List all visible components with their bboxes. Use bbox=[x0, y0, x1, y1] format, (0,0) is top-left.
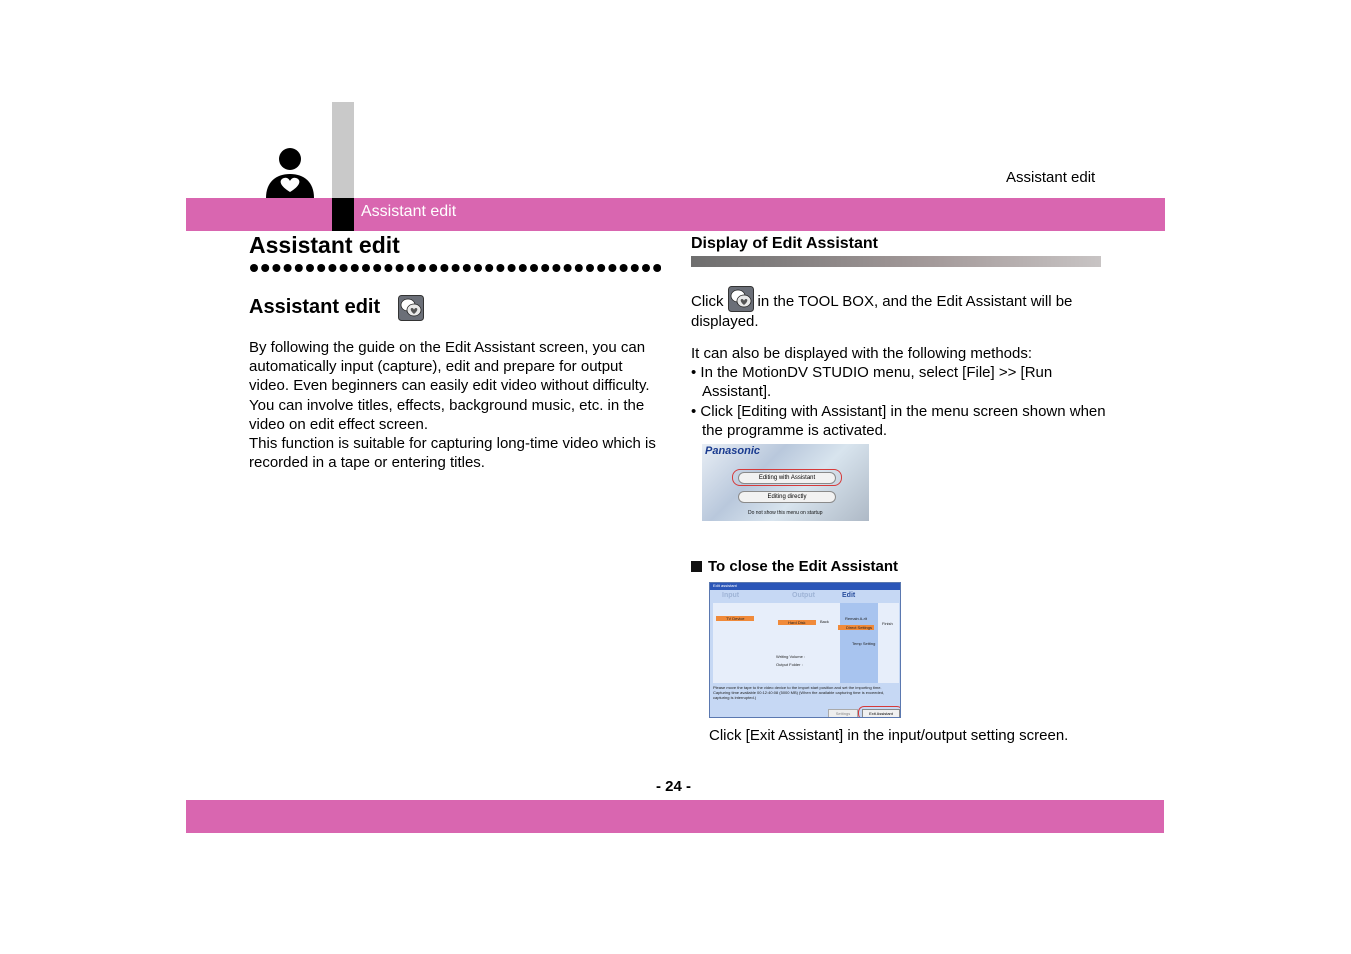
divider-dot bbox=[642, 264, 650, 272]
display-section-title: Display of Edit Assistant bbox=[691, 235, 878, 252]
divider-dot bbox=[317, 264, 325, 272]
divider-dot bbox=[575, 264, 583, 272]
writing-volume-label: Writing Volume : bbox=[776, 654, 806, 659]
dotted-divider bbox=[249, 262, 661, 274]
footer-band bbox=[186, 800, 1164, 833]
divider-dot bbox=[373, 264, 381, 272]
divider-dot bbox=[530, 264, 538, 272]
method-item: • In the MotionDV STUDIO menu, select [File] >> [Run Assistant]. bbox=[691, 364, 1053, 401]
back-label: Back bbox=[820, 619, 829, 624]
header-marker bbox=[332, 198, 354, 231]
divider-dot bbox=[351, 264, 359, 272]
hard-disk-label: Hard Disk bbox=[788, 620, 806, 625]
divider-dot bbox=[272, 264, 280, 272]
methods-intro: It can also be displayed with the following methods: bbox=[691, 345, 1033, 362]
divider-dot bbox=[407, 264, 415, 272]
exit-assistant-button: Exit Assistant bbox=[862, 709, 900, 718]
divider-dot bbox=[519, 264, 527, 272]
click-after-text: in the TOOL BOX, and the Edit Assistant will be displayed. bbox=[691, 293, 1073, 330]
divider-dot bbox=[396, 264, 404, 272]
person-with-heart-icon bbox=[264, 146, 316, 198]
divider-dot bbox=[631, 264, 639, 272]
highlight-oval bbox=[732, 469, 842, 486]
running-head: Assistant edit bbox=[1006, 169, 1096, 186]
divider-dot bbox=[328, 264, 336, 272]
divider-dot bbox=[552, 264, 560, 272]
divider-dot bbox=[653, 264, 661, 272]
divider-dot bbox=[620, 264, 628, 272]
divider-dot bbox=[284, 264, 292, 272]
intro-paragraph: This function is suitable for capturing long-time video which is recorded in a tape or entering titles. bbox=[249, 435, 656, 472]
tab-output: Output bbox=[792, 592, 815, 599]
status-message: Please move the tape to the video device to the import start position and set the importing time. Capturing time available 00:12:40:08 (5000 MB) (When the available capturing time is exceeded, capturing is interrupted.) bbox=[713, 685, 885, 700]
divider-dot bbox=[541, 264, 549, 272]
click-instruction bbox=[691, 286, 1106, 331]
section-heading: Assistant edit bbox=[249, 296, 381, 318]
close-section-title bbox=[691, 558, 898, 575]
output-folder-label: Output Folder : bbox=[776, 662, 803, 667]
tab-input: Input bbox=[722, 592, 740, 599]
divider-dot bbox=[508, 264, 516, 272]
divider-dot bbox=[429, 264, 437, 272]
tv-device-label: TV Device bbox=[726, 616, 745, 621]
divider-dot bbox=[261, 264, 269, 272]
page-title: Assistant edit bbox=[249, 232, 400, 258]
divider-dot bbox=[295, 264, 303, 272]
header-band-title: Assistant edit bbox=[361, 203, 457, 220]
section-gradient-bar bbox=[691, 256, 1101, 267]
divider-dot bbox=[440, 264, 448, 272]
divider-dot bbox=[485, 264, 493, 272]
divider-dot bbox=[362, 264, 370, 272]
window-titlebar bbox=[710, 583, 900, 590]
divider-dot bbox=[474, 264, 482, 272]
divider-dot bbox=[597, 264, 605, 272]
divider-dot bbox=[250, 264, 258, 272]
intro-text bbox=[249, 338, 664, 472]
divider-dot bbox=[586, 264, 594, 272]
header-side-bar bbox=[332, 102, 354, 198]
method-item: • Click [Editing with Assistant] in the menu screen shown when the programme is activated. bbox=[691, 402, 1106, 439]
divider-dot bbox=[340, 264, 348, 272]
startup-menu-screenshot bbox=[702, 444, 869, 521]
edit-assistant-icon bbox=[728, 286, 754, 312]
click-before-text: Click bbox=[691, 293, 724, 310]
close-title-text: To close the Edit Assistant bbox=[708, 558, 899, 575]
divider-dot bbox=[384, 264, 392, 272]
tab-edit: Edit bbox=[842, 592, 856, 599]
divider-dot bbox=[608, 264, 616, 272]
finish-label: Finish bbox=[882, 621, 893, 626]
brand-logo: Panasonic bbox=[705, 445, 761, 457]
divider-dot bbox=[418, 264, 426, 272]
remain-label: Remain A-rit bbox=[845, 616, 868, 621]
settings-button: Settings bbox=[828, 709, 858, 718]
editing-directly-button: Editing directly bbox=[738, 491, 836, 503]
window-title: Edit assistant bbox=[713, 583, 737, 588]
divider-dot bbox=[564, 264, 572, 272]
divider-dot bbox=[463, 264, 471, 272]
close-caption: Click [Exit Assistant] in the input/output setting screen. bbox=[709, 727, 1069, 744]
highlight-oval bbox=[858, 706, 901, 718]
intro-paragraph: You can involve titles, effects, background music, etc. in the video on edit effect screen. bbox=[249, 396, 645, 433]
edit-assistant-screenshot bbox=[709, 582, 901, 718]
methods-list bbox=[691, 344, 1106, 440]
page-number: - 24 - bbox=[656, 778, 692, 795]
edit-assistant-icon bbox=[398, 295, 424, 321]
direct-settings-label: Direct Settings bbox=[846, 625, 873, 630]
divider-dot bbox=[496, 264, 504, 272]
editing-with-assistant-button: Editing with Assistant bbox=[738, 472, 836, 484]
black-square-icon bbox=[691, 561, 702, 572]
startup-checkbox-label: Do not show this menu on startup bbox=[748, 510, 823, 516]
intro-paragraph: By following the guide on the Edit Assistant screen, you can automatically input (capture), edit and prepare for output video. Even beginners can easily edit video without difficulty. bbox=[249, 339, 650, 395]
temp-setting-label: Temp Setting bbox=[852, 641, 876, 646]
divider-dot bbox=[306, 264, 314, 272]
divider-dot bbox=[452, 264, 460, 272]
